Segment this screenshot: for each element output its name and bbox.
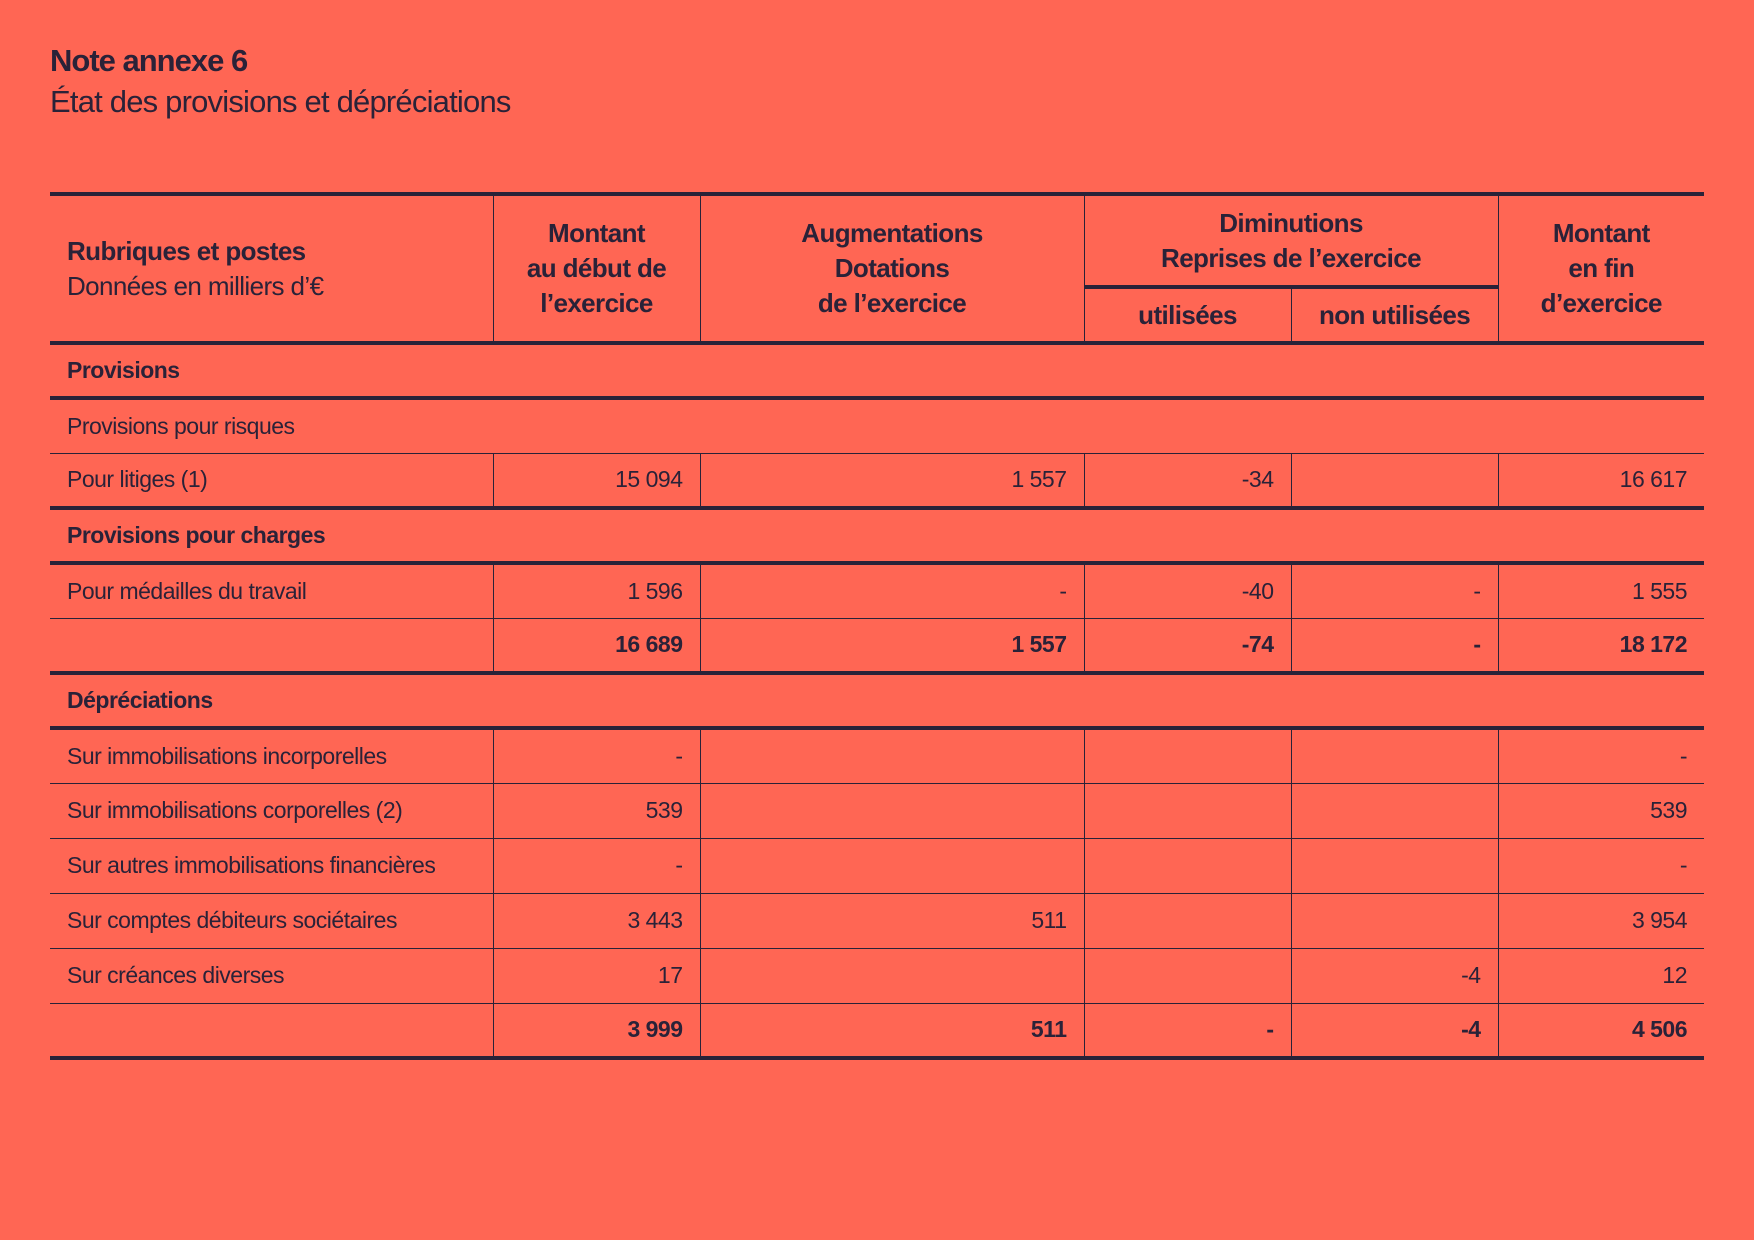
table-row: Sur comptes débiteurs sociétaires 3 443 511 3 954 xyxy=(50,893,1704,948)
header-utilisees: utilisées xyxy=(1084,287,1291,343)
table-row: Pour litiges (1) 15 094 1 557 -34 16 617 xyxy=(50,453,1704,508)
page-subtitle: État des provisions et dépréciations xyxy=(50,84,511,119)
table-row: Pour médailles du travail 1 596 - -40 - 1 555 xyxy=(50,563,1704,618)
page-title: Note annexe 6 xyxy=(50,43,248,78)
section-depreciations: Dépréciations xyxy=(50,673,1704,728)
section-provisions: Provisions xyxy=(50,343,1704,398)
total-row-depreciations: 3 999 511 - -4 4 506 xyxy=(50,1003,1704,1058)
header-diminutions: Diminutions Reprises de l’exercice xyxy=(1084,194,1498,287)
page-header xyxy=(50,42,511,124)
header-montant-fin: Montant en fin d’exercice xyxy=(1498,194,1704,343)
header-montant-debut: Montant au début de l’exercice xyxy=(493,194,700,343)
table-row: Sur créances diverses 17 -4 12 xyxy=(50,948,1704,1003)
section-provisions-risques: Provisions pour risques xyxy=(50,398,1704,453)
table-row: Sur immobilisations incorporelles - - xyxy=(50,728,1704,783)
section-provisions-charges: Provisions pour charges xyxy=(50,508,1704,563)
provisions-table xyxy=(50,192,1704,1060)
table-row: Sur autres immobilisations financières - - xyxy=(50,838,1704,893)
header-rubriques: Rubriques et postes Données en milliers d’€ xyxy=(67,235,324,301)
header-non-utilisees: non utilisées xyxy=(1291,287,1498,343)
table-row: Sur immobilisations corporelles (2) 539 539 xyxy=(50,783,1704,838)
total-row-provisions: 16 689 1 557 -74 - 18 172 xyxy=(50,618,1704,673)
header-augmentations: Augmentations Dotations de l’exercice xyxy=(700,194,1084,343)
